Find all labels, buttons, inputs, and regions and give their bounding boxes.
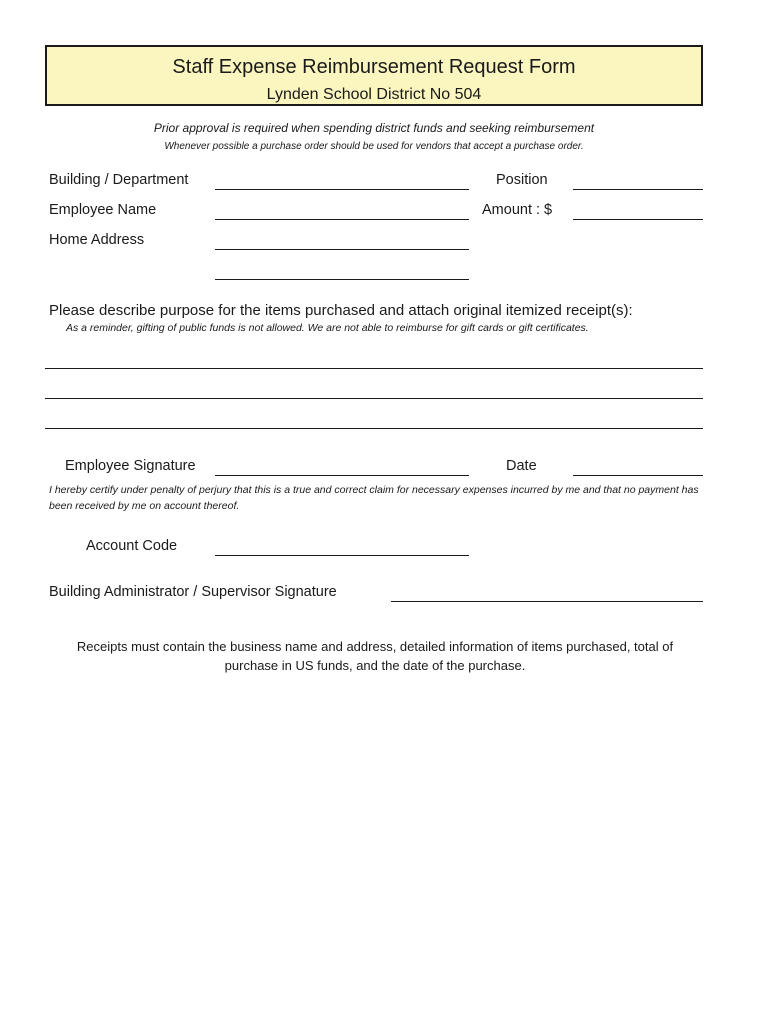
- position-label: Position: [496, 172, 548, 188]
- date-input[interactable]: [573, 458, 703, 476]
- supervisor-signature-label: Building Administrator / Supervisor Signature: [49, 584, 337, 600]
- date-label: Date: [506, 458, 537, 474]
- purchase-order-note: Whenever possible a purchase order should be used for vendors that accept a purchase order.: [164, 141, 584, 152]
- employee-signature-label: Employee Signature: [65, 458, 196, 474]
- form-header: [45, 45, 703, 106]
- purpose-input-line1[interactable]: [45, 351, 703, 369]
- employee-name-input[interactable]: [215, 202, 469, 220]
- amount-label: Amount : $: [482, 202, 553, 218]
- home-address-input-line2[interactable]: [215, 262, 469, 280]
- supervisor-signature-input[interactable]: [391, 584, 703, 602]
- district-name: Lynden School District No 504: [266, 86, 482, 103]
- account-code-label: Account Code: [86, 538, 178, 554]
- building-department-label: Building / Department: [49, 172, 189, 188]
- home-address-label: Home Address: [49, 232, 145, 248]
- certification-statement: I hereby certify under penalty of perjury that this is a true and correct claim for necessary expenses incurred by me and that no payment has been received by me on account thereof.: [49, 484, 699, 512]
- purpose-input-line3[interactable]: [45, 411, 703, 429]
- employee-signature-input[interactable]: [215, 458, 469, 476]
- position-input[interactable]: [573, 172, 703, 190]
- purpose-input-line2[interactable]: [45, 381, 703, 399]
- employee-name-label: Employee Name: [49, 202, 157, 218]
- prior-approval-note: Prior approval is required when spending district funds and seeking reimbursement: [153, 121, 595, 135]
- account-code-input[interactable]: [215, 538, 469, 556]
- purpose-label: Please describe purpose for the items purchased and attach original itemized receipt(s):: [49, 302, 633, 319]
- gift-reminder-note: As a reminder, gifting of public funds is not allowed. We are not able to reimburse for gift cards or gift certificates.: [66, 322, 589, 334]
- amount-input[interactable]: [573, 202, 703, 220]
- home-address-input-line1[interactable]: [215, 232, 469, 250]
- form-title: Staff Expense Reimbursement Request Form: [172, 56, 576, 78]
- receipts-requirement-note: Receipts must contain the business name and address, detailed information of items purchased, total of purchase in US funds, and the date of the purchase.: [76, 639, 674, 673]
- building-department-input[interactable]: [215, 172, 469, 190]
